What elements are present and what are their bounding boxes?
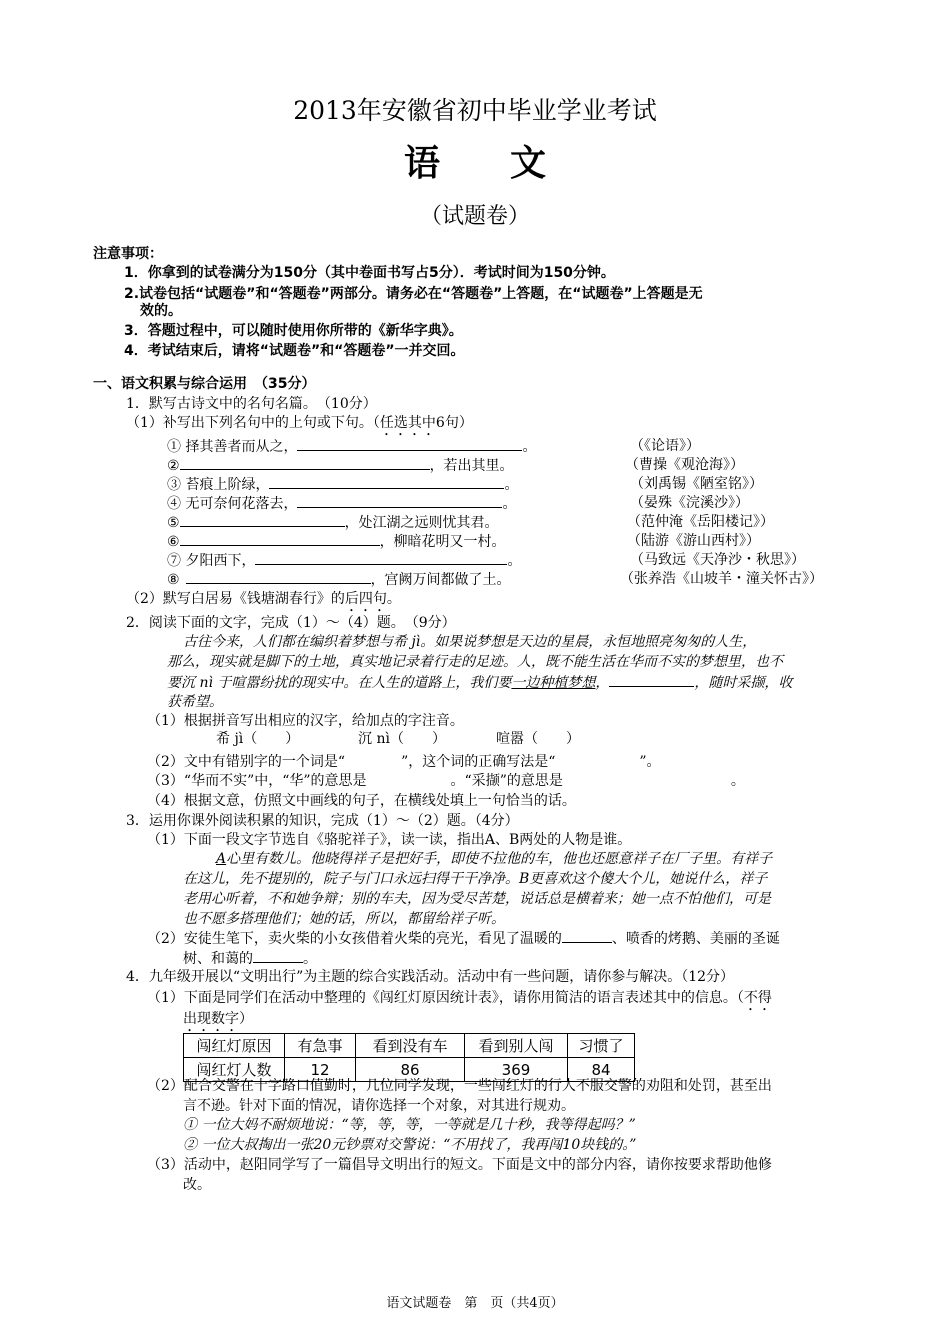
answer-blank[interactable] (253, 950, 303, 963)
q2-sub2: （2）文中有错别字的一个词是“ ”，这个词的正确写法是“ ”。 (147, 754, 661, 770)
table-cell: 12 (285, 1058, 356, 1082)
answer-blank[interactable] (255, 552, 507, 565)
answer-blank[interactable] (297, 438, 522, 451)
table-cell: 习惯了 (568, 1034, 635, 1058)
q4-sub2-line-1: （2）配合交警在十字路口值勤时，几位同学发现，一些闯红灯的行人不服交警的劝阻和处罚，甚至出 (147, 1078, 772, 1094)
table-cell: 86 (356, 1058, 465, 1082)
q1-line-1: ① 择其善者而从之， 。 (167, 439, 537, 455)
notice-item-4: 4．考试结束后，请将“试题卷”和“答题卷”一并交回。 (124, 343, 465, 359)
q1-source-1: （《论语》） (630, 438, 700, 454)
notice-item-1: 1．你拿到的试卷满分为150分（其中卷面书写占5分）．考试时间为150分钟。 (124, 265, 615, 281)
q2-sub1-b: 沉 nì（ ） (358, 731, 446, 747)
red-light-stats-table (183, 1033, 635, 1082)
q1-source-6: （陆游《游山西村》） (627, 533, 760, 549)
table-cell: 有急事 (285, 1034, 356, 1058)
table-cell: 看到没有车 (356, 1034, 465, 1058)
page-footer: 语文试题卷 第 页（共4页） (386, 1296, 564, 1311)
q3-passage-line-1: A心里有数儿。他晓得祥子是把好手，即使不拉他的车，他也还愿意祥子在厂子里。有祥子 (216, 851, 773, 867)
notice-item-3: 3．答题过程中，可以随时使用你所带的《新华字典》。 (124, 323, 463, 339)
q2-passage-line-1: 古往今来，人们都在编织着梦想与希 jì。如果说梦想是天边的星晨，永恒地照亮匆匆的人生， (183, 634, 757, 650)
q2-passage-line-2: 那么，现实就是脚下的土地，真实地记录着行走的足迹。人，既不能生活在华而不实的梦想里，也不 (167, 654, 783, 670)
q2-passage-line-3: 要沉 nì 于喧嚣纷扰的现实中。在人生的道路上，我们要一边种植梦想， ，随时采撷，收 (167, 675, 793, 691)
q3-passage-line-3: 老用心听着，不和她争辩；别的车夫，因为受尽苦楚，说话总是横着来；她一点不怕他们，可是 (183, 891, 771, 907)
q4-sub2-line-2: 言不逊。针对下面的情况，请你选择一个对象，对其进行规劝。 (183, 1098, 575, 1114)
q4-sub2-option-1: ① 一位大妈不耐烦地说：“等，等，等，一等就是几十秒，我等得起吗？” (183, 1117, 636, 1133)
q4-sub3-line-2: 改。 (183, 1177, 211, 1193)
q1-line-2: ② ，若出其里。 (167, 458, 514, 474)
answer-blank[interactable] (180, 457, 430, 470)
q1-line-7: ⑦ 夕阳西下， 。 (167, 553, 522, 569)
notice-item-2: 2.试卷包括“试题卷”和“答题卷”两部分。请务必在“答题卷”上答题，在“试题卷”上答题是无 (124, 286, 703, 302)
q1-part1: （1）补写出下列名句中的上句或下句。（任选其中6句） (126, 415, 473, 431)
q2-sub1: （1）根据拼音写出相应的汉字，给加点的字注音。 (147, 713, 464, 729)
exam-title: 2013年安徽省初中毕业学业考试 (293, 96, 657, 125)
q1-source-2: （曹操《观沧海》） (625, 457, 744, 473)
q4-stem: 4．九年级开展以“文明出行”为主题的综合实践活动。活动中有一些问题，请你参与解决。（12分） (126, 969, 735, 985)
q4-sub2-option-2: ② 一位大叔掏出一张20元钞票对交警说：“不用找了，我再闯10块钱的。” (183, 1137, 637, 1153)
q2-passage-line-4: 获希望。 (167, 694, 223, 710)
q3-sub1: （1）下面一段文字节选自《骆驼祥子》，读一读，指出A、B两处的人物是谁。 (147, 832, 632, 848)
notice-heading: 注意事项： (93, 246, 163, 262)
q1-line-4: ④ 无可奈何花落去， 。 (167, 496, 517, 512)
q1-source-4: （晏殊《浣溪沙》） (630, 495, 749, 511)
answer-blank[interactable] (180, 514, 345, 527)
table-cell: 369 (465, 1058, 568, 1082)
answer-blank[interactable] (269, 476, 504, 489)
q3-sub2-cont: 树、和蔼的 。 (183, 951, 317, 967)
subject-title: 语文 (403, 142, 616, 184)
answer-blank[interactable] (562, 930, 612, 943)
table-cell: 看到别人闯 (465, 1034, 568, 1058)
q3-stem: 3．运用你课外阅读积累的知识，完成（1）～（2）题。（4分） (126, 813, 519, 829)
q3-passage-line-4: 也不愿多搭理他们；她的话，所以，都留给祥子听。 (183, 911, 505, 927)
q2-sub4: （4）根据文意，仿照文中画线的句子，在横线处填上一句恰当的话。 (147, 793, 576, 809)
q1-source-8: （张养浩《山坡羊・潼关怀古》） (620, 571, 823, 587)
q1-line-5: ⑤ ，处江湖之远则忧其君。 (167, 515, 499, 531)
q2-stem: 2．阅读下面的文字，完成（1）～（4）题。 （9分） (126, 615, 456, 631)
q4-sub3-line-1: （3）活动中，赵阳同学写了一篇倡导文明出行的短文。下面是文中的部分内容，请你按要求帮助他修 (147, 1157, 772, 1173)
answer-blank[interactable] (180, 533, 380, 546)
exam-subtitle: （试题卷） (419, 204, 530, 229)
q2-sub1-a: 希 jì（ ） (216, 731, 300, 747)
q1-part2: （2）默写白居易《钱塘湖春行》的后四句。 (126, 591, 401, 607)
q1-source-3: （刘禹锡《陋室铭》） (630, 476, 763, 492)
table-cell: 闯红灯人数 (184, 1058, 285, 1082)
answer-blank[interactable] (297, 495, 502, 508)
q1-source-7: （马致远《天净沙・秋思》） (630, 552, 805, 568)
q3-sub2: （2）安徒生笔下，卖火柴的小女孩借着火柴的亮光，看见了温暖的 、喷香的烤鹅、美丽的圣诞 (147, 931, 780, 947)
table-row (184, 1034, 635, 1058)
table-cell: 84 (568, 1058, 635, 1082)
q1-source-5: （范仲淹《岳阳楼记》） (627, 514, 774, 530)
answer-blank[interactable] (609, 674, 694, 687)
q1-line-6: ⑥ ，柳暗花明又一村。 (167, 534, 506, 550)
notice-item-2-cont: 效的。 (140, 303, 182, 319)
q2-sub1-c: 喧嚣（ ） (496, 731, 580, 747)
q3-passage-line-2: 在这儿，先不提别的，院子与门口永远扫得干干净净。B更喜欢这个傻大个儿，她说什么，祥子 (183, 871, 768, 887)
answer-blank[interactable] (186, 571, 371, 584)
q4-sub1: （1）下面是同学们在活动中整理的《闯红灯原因统计表》，请你用简洁的语言表述其中的信息。（不得 (147, 990, 772, 1006)
table-cell: 闯红灯原因 (184, 1034, 285, 1058)
q1-line-8: ⑧ ，宫阙万间都做了土。 (167, 572, 511, 588)
q2-sub3: （3）“华而不实”中，“华”的意思是 。“采撷”的意思是 。 (147, 773, 745, 789)
section1-heading: 一、语文积累与综合运用 （35分） (93, 376, 316, 392)
q1-line-3: ③ 苔痕上阶绿， 。 (167, 477, 519, 493)
q1-stem: 1．默写古诗文中的名句名篇。 （10分） (126, 396, 377, 412)
q4-sub1-cont: 出现数字） (183, 1011, 253, 1027)
